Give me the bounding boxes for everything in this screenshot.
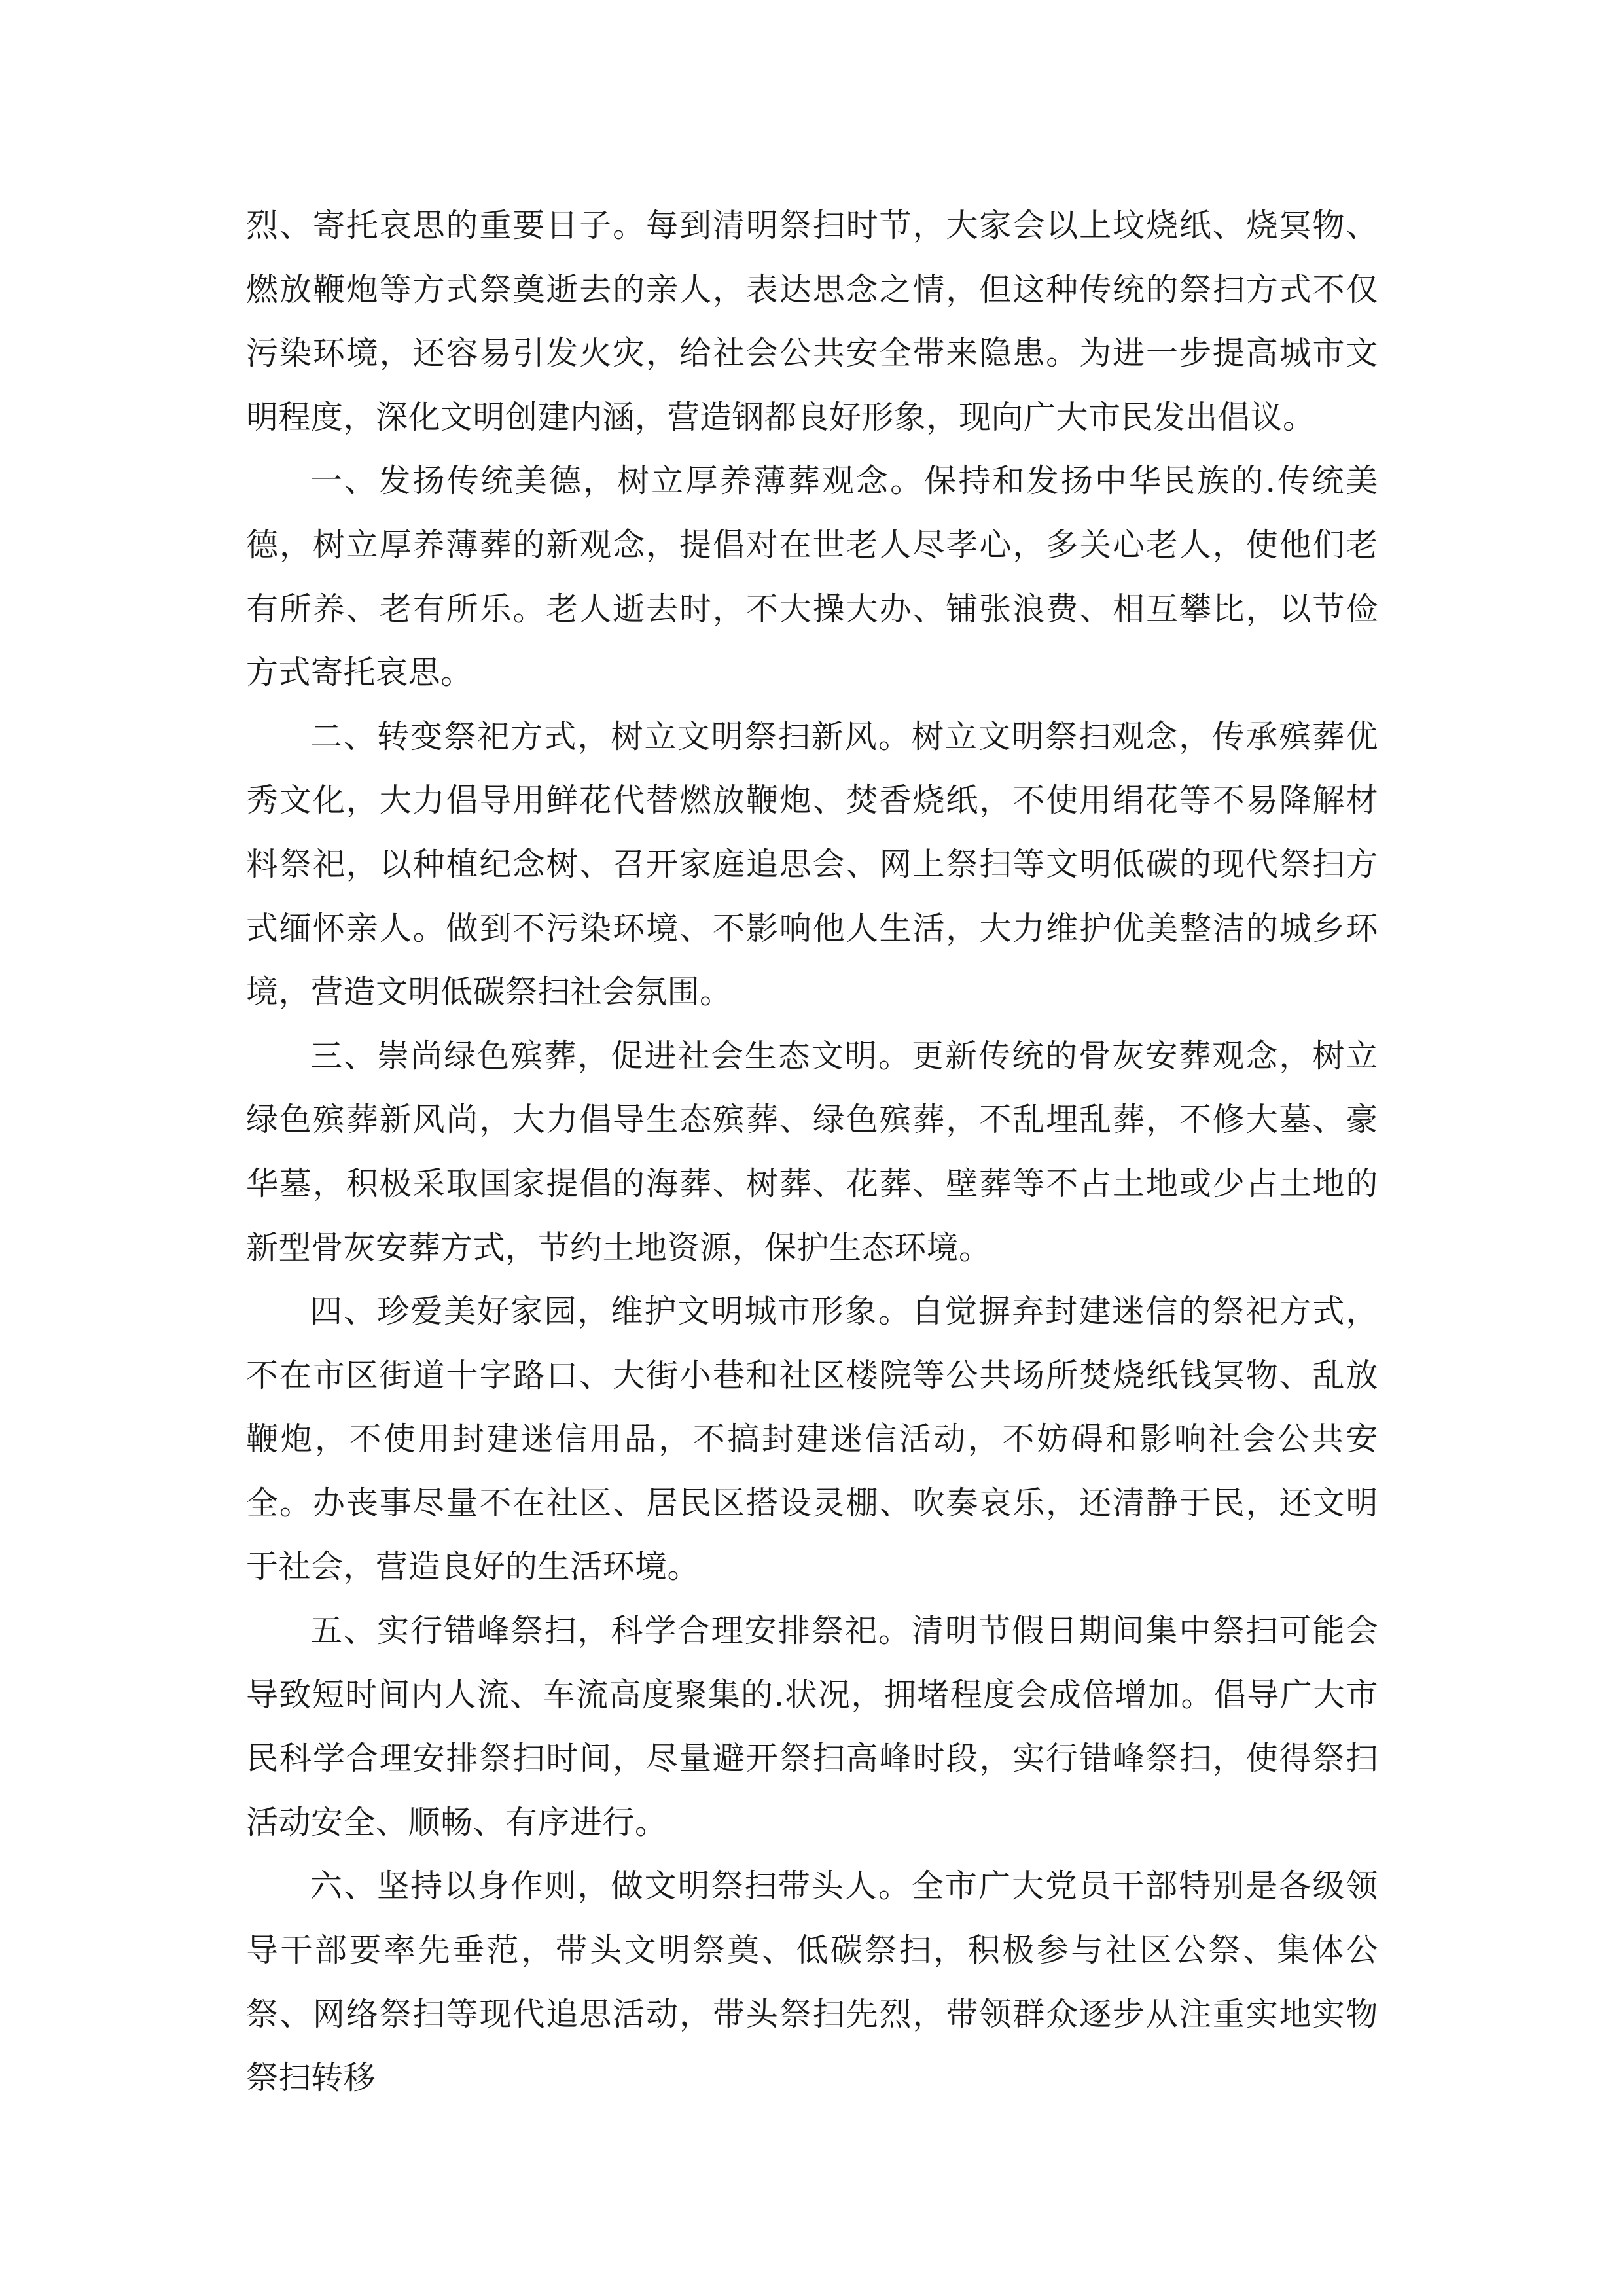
paragraph-item-5: 五、实行错峰祭扫，科学合理安排祭祀。清明节假日期间集中祭扫可能会导致短时间内人流、车流高度聚集的.状况，拥堵程度会成倍增加。倡导广大市民科学合理安排祭扫时间，尽量避开祭扫高峰时段，实行错峰祭扫，使得祭扫活动安全、顺畅、有序进行。 xyxy=(246,1612,1378,1841)
document-body xyxy=(246,194,1378,2110)
paragraph-item-2: 二、转变祭祀方式，树立文明祭扫新风。树立文明祭扫观念，传承殡葬优秀文化，大力倡导用鲜花代替燃放鞭炮、焚香烧纸，不使用绢花等不易降解材料祭祀，以种植纪念树、召开家庭追思会、网上祭扫等文明低碳的现代祭扫方式缅怀亲人。做到不污染环境、不影响他人生活，大力维护优美整洁的城乡环境，营造文明低碳祭扫社会氛围。 xyxy=(246,717,1378,1011)
paragraph-item-4: 四、珍爱美好家园，维护文明城市形象。自觉摒弃封建迷信的祭祀方式，不在市区街道十字路口、大街小巷和社区楼院等公共场所焚烧纸钱冥物、乱放鞭炮，不使用封建迷信用品，不搞封建迷信活动，不妨碍和影响社会公共安全。办丧事尽量不在社区、居民区搭设灵棚、吹奏哀乐，还清静于民，还文明于社会，营造良好的生活环境。 xyxy=(246,1293,1378,1586)
paragraph-item-3: 三、崇尚绿色殡葬，促进社会生态文明。更新传统的骨灰安葬观念，树立绿色殡葬新风尚，大力倡导生态殡葬、绿色殡葬，不乱埋乱葬，不修大墓、豪华墓，积极采取国家提倡的海葬、树葬、花葬、壁葬等不占土地或少占土地的新型骨灰安葬方式，节约土地资源，保护生态环境。 xyxy=(246,1037,1378,1266)
paragraph-continuation: 烈、寄托哀思的重要日子。每到清明祭扫时节，大家会以上坟烧纸、烧冥物、燃放鞭炮等方式祭奠逝去的亲人，表达思念之情，但这种传统的祭扫方式不仅污染环境，还容易引发火灾，给社会公共安全带来隐患。为进一步提高城市文明程度，深化文明创建内涵，营造钢都良好形象，现向广大市民发出倡议。 xyxy=(246,207,1378,436)
paragraph-item-6: 六、坚持以身作则，做文明祭扫带头人。全市广大党员干部特别是各级领导干部要率先垂范，带头文明祭奠、低碳祭扫，积极参与社区公祭、集体公祭、网络祭扫等现代追思活动，带头祭扫先烈，带领群众逐步从注重实地实物祭扫转移 xyxy=(246,1867,1378,2097)
paragraph-item-1: 一、发扬传统美德，树立厚养薄葬观念。保持和发扬中华民族的.传统美德，树立厚养薄葬的新观念，提倡对在世老人尽孝心，多关心老人，使他们老有所养、老有所乐。老人逝去时，不大操大办、铺张浪费、相互攀比，以节俭方式寄托哀思。 xyxy=(246,462,1378,692)
